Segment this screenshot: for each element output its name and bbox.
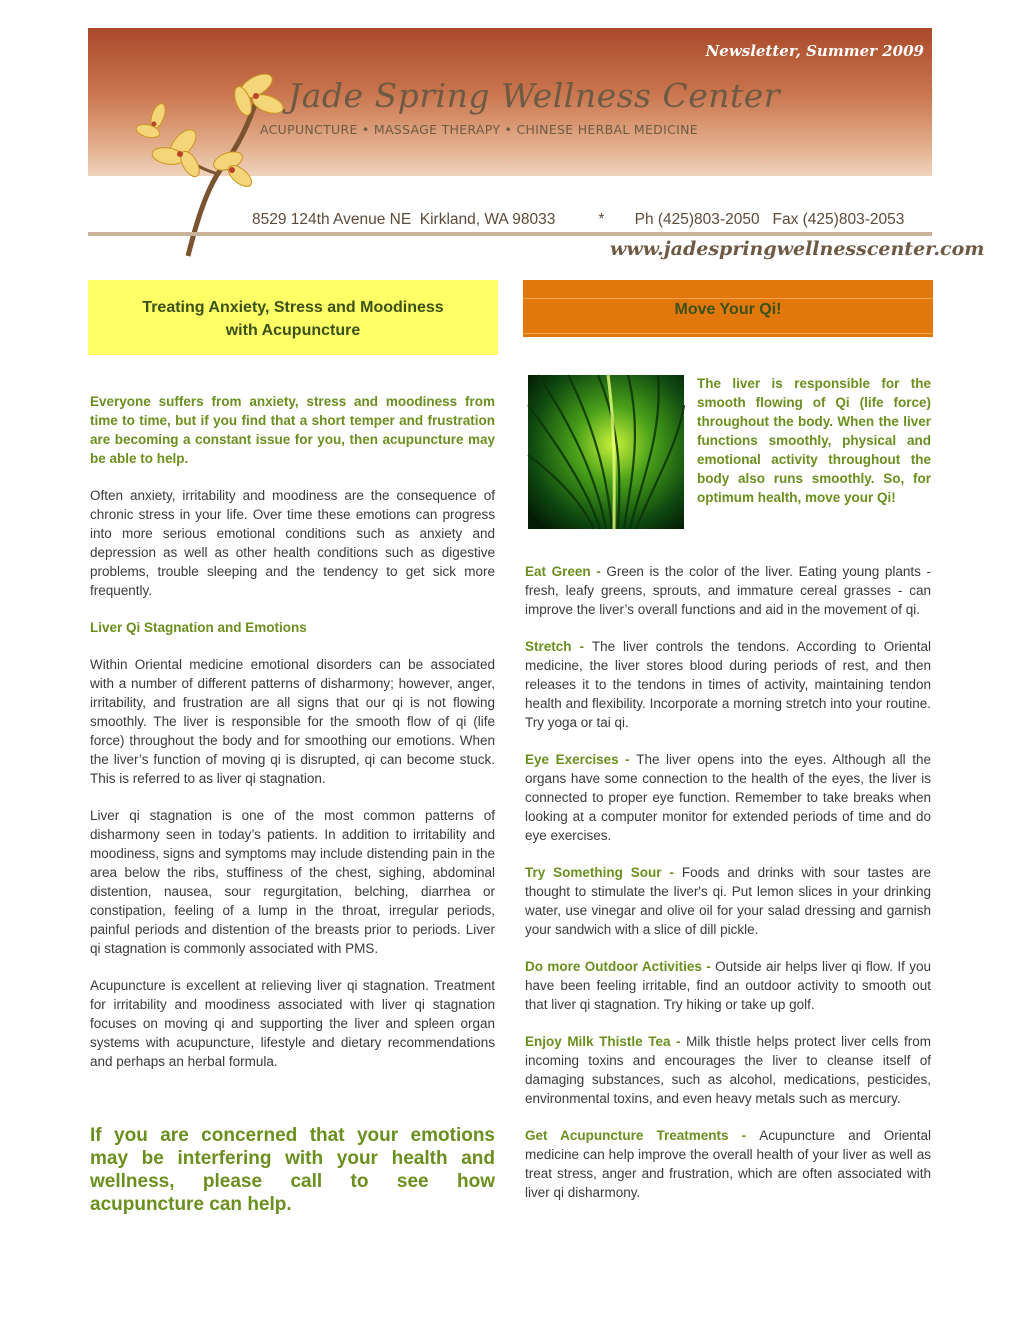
header-rule <box>88 232 932 236</box>
left-article-body <box>90 392 495 1089</box>
left-paragraph-2: Within Oriental medicine emotional disorders can be associated with a number of different patterns of disharmony; however, anger, irritability, and frustration are all signs that our qi is not flowing smoothly. The liver is responsible for the smooth flow of qi (life force) throughout the body and for smoothing our emotions. When the liver’s function of moving qi is disrupted, qi can become stuck. This is referred to as liver qi stagnation. <box>90 657 495 786</box>
tip-dash: - <box>618 752 637 767</box>
tip-label: Eat Green <box>525 564 591 579</box>
left-paragraph-1: Often anxiety, irritability and moodiness are the consequence of chronic stress in your life. Over time these emotions can progress into more serious emotional conditions such as anxiety and depression as well as other health conditions such as digestive problems, trouble sleeping and the tendency to get sick more frequently. <box>90 488 495 598</box>
title-box-stripe <box>523 298 933 299</box>
fax: Fax (425)803-2053 <box>772 211 905 228</box>
tip-text: Green is the color of the liver. Eating young plants - fresh, leafy greens, sprouts, and immature cereal grasses - can improve the liver’s overall functions and aid in the movement of qi. <box>525 564 932 617</box>
newsletter-edition: Newsletter, Summer 2009 <box>705 42 924 60</box>
left-paragraph-3: Liver qi stagnation is one of the most common patterns of disharmony seen in today’s patients. In addition to irritability and moodiness, signs and symptoms may include distending pain in the area below the ribs, stuffiness of the chest, sighing, abdominal distention, nausea, sour regurgitation, belching, diarrhea or constipation, feeling of a lump in the throat, irregular periods, painful periods and distention of the breasts prior to periods. Liver qi stagnation is commonly associated with PMS. <box>90 808 495 956</box>
tip-label: Eye Exercises <box>525 752 619 767</box>
tip-label: Get Acupuncture Treatments <box>525 1128 729 1143</box>
tip-label: Enjoy Milk Thistle Tea <box>525 1034 671 1049</box>
left-intro: Everyone suffers from anxiety, stress and moodiness from time to time, but if you find that a short temper and frustration are becoming a constant issue for you, then acupuncture may be able to help. <box>90 394 495 466</box>
title-box-stripe <box>523 333 933 334</box>
tip-text: Foods and drinks with sour tastes are thought to stimulate the liver's qi. Put lemon slices in your drinking water, use vinegar and olive oil for your salad dressing and garnish your sandwich with a slice of dill pickle. <box>525 865 932 937</box>
header-banner <box>88 28 985 260</box>
left-title-line1: Treating Anxiety, Stress and Moodiness <box>142 299 444 316</box>
right-intro: The liver is responsible for the smooth flowing of Qi (life force) throughout the body. When the liver functions smoothly, physical and emotional activity throughout the body also runs smoothly. So, for optimum health, move your Qi! <box>697 376 931 505</box>
services-line: ACUPUNCTURE • MASSAGE THERAPY • CHINESE HERBAL MEDICINE <box>260 122 698 137</box>
phone: Ph (425)803-2050 <box>634 211 760 228</box>
tip-eat-green <box>525 562 931 619</box>
tip-dash: - <box>670 1034 687 1049</box>
address: 8529 124th Avenue NE Kirkland, WA 98033 <box>252 211 556 228</box>
tip-dash: - <box>661 865 682 880</box>
contact-line <box>252 211 904 229</box>
tip-text: Milk thistle helps protect liver cells from incoming toxins and encourages the liver to cleanse itself of damaging substances, such as alcohol, medications, pesticides, environmental toxins, and even heavy metals such as mercury. <box>525 1034 932 1106</box>
tip-text: Acupuncture and Oriental medicine can help improve the overall health of your liver as well as treat stress, anger and frustration, which are often associated with liver qi disharmony. <box>525 1128 931 1200</box>
tip-eye-exercises <box>525 750 931 845</box>
left-paragraph-4: Acupuncture is excellent at relieving liver qi stagnation. Treatment for irritability and moodiness associated with liver qi stagnation focuses on moving qi and supporting the liver and spleen organ systems with acupuncture, lifestyle and dietary recommendations and perhaps an herbal formula. <box>90 978 495 1069</box>
left-title-box <box>88 280 498 355</box>
tip-sour <box>525 863 931 939</box>
tip-text: Outside air helps liver qi flow. If you have been feeling irritable, find an outdoor activity to smooth out that liver qi stagnation. Try hiking or take up golf. <box>525 959 931 1012</box>
tip-text: The liver opens into the eyes. Although all the organs have some connection to the health of the eyes, the liver is connected to proper eye function. Remember to take breaks when looking at a computer monitor for extended periods of time and do eye exercises. <box>525 752 931 843</box>
tip-outdoor <box>525 957 931 1014</box>
right-title-box <box>523 280 933 337</box>
left-subheading: Liver Qi Stagnation and Emotions <box>90 620 307 635</box>
orchid-flower-icon <box>128 56 298 261</box>
center-name-logo: Jade Spring Wellness Center <box>288 76 781 115</box>
tip-dash: - <box>701 959 716 974</box>
left-title-line2: with Acupuncture <box>225 322 361 339</box>
right-article-title: Move Your Qi! <box>674 301 782 318</box>
call-to-action: If you are concerned that your emotions may be interfering with your health and wellness, please call to see how acupuncture can help. <box>90 1125 495 1215</box>
green-leaf-photo <box>528 375 684 529</box>
website-link[interactable]: www.jadespringwellnesscenter.com <box>610 238 985 260</box>
tip-dash: - <box>590 564 607 579</box>
qi-tips-list <box>525 562 931 1220</box>
tip-label: Stretch <box>525 639 572 654</box>
tip-dash: - <box>571 639 592 654</box>
separator: * <box>598 211 605 228</box>
tip-stretch <box>525 637 931 732</box>
tip-label: Do more Outdoor Activities <box>525 959 702 974</box>
tip-acupuncture <box>525 1126 931 1202</box>
tip-milk-thistle <box>525 1032 931 1108</box>
tip-dash: - <box>728 1128 760 1143</box>
tip-label: Try Something Sour <box>525 865 662 880</box>
left-article-title <box>88 296 498 342</box>
tip-text: The liver controls the tendons. According to Oriental medicine, the liver stores blood during periods of rest, and then releases it to the tendons in times of activity, maintaining tendon health and flexibility. Incorporate a morning stretch into your routine. Try yoga or tai qi. <box>525 639 932 730</box>
